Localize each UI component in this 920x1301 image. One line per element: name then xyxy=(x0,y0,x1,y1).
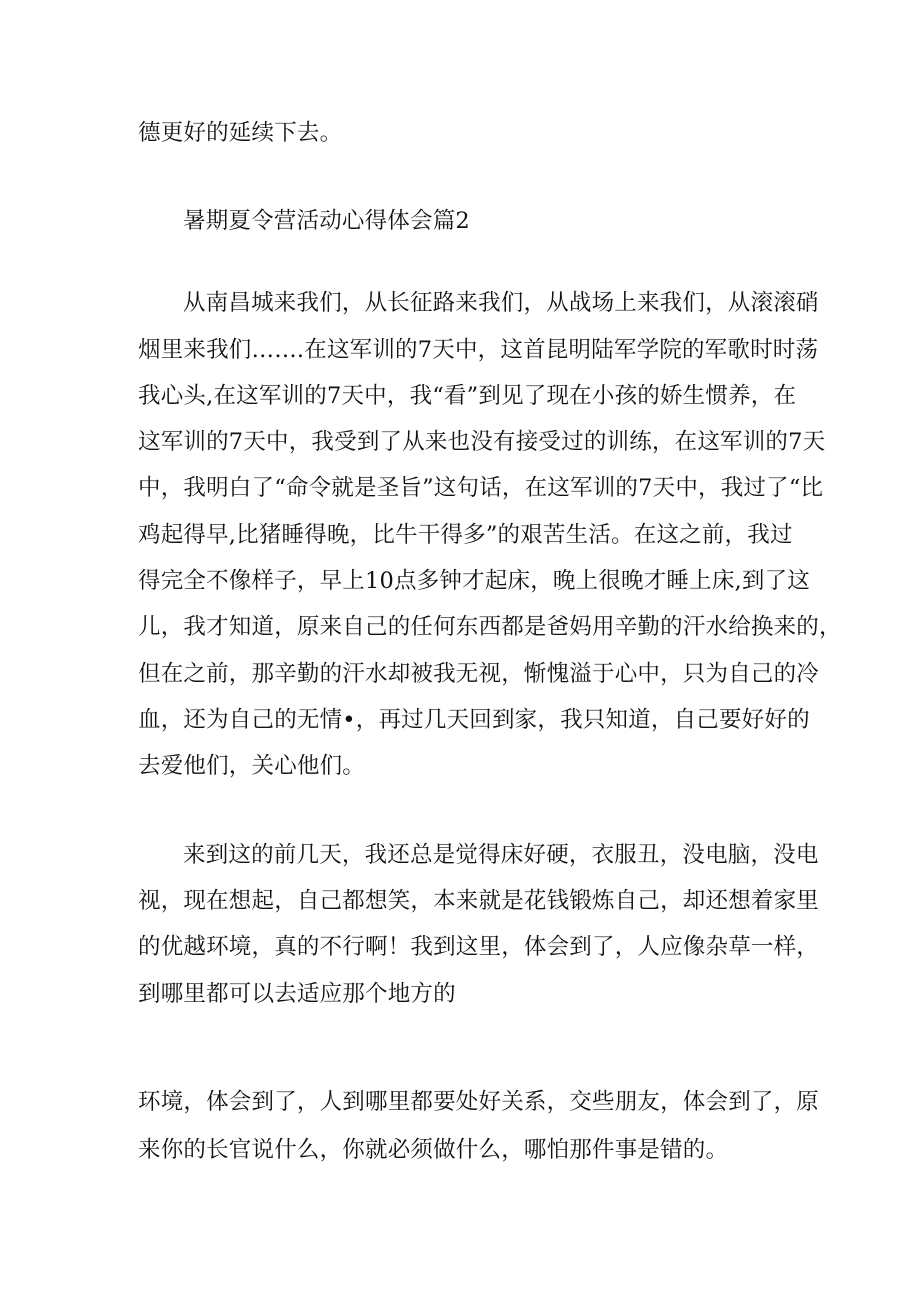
paragraph-line: 中，我明白了“命令就是圣旨”这句话，在这军训的7天中，我过了“比 xyxy=(138,475,824,501)
paragraph-line: 来到这的前几天，我还总是觉得床好硬，衣服丑，没电脑，没电 xyxy=(183,842,819,868)
paragraph-line: 从南昌城来我们，从长征路来我们，从战场上来我们，从滚滚硝 xyxy=(183,290,819,316)
paragraph-line: 这军训的7天中，我受到了从来也没有接受过的训练，在这军训的7天 xyxy=(138,429,826,455)
paragraph-line: 的优越环境，真的不行啊！我到这里，体会到了，人应像杂草一样， xyxy=(138,934,820,960)
paragraph-line: 得完全不像样子，早上10点多钟才起床，晚上很晚才睡上床,到了这 xyxy=(138,568,810,594)
paragraph-line: 儿，我才知道，原来自己的任何东西都是爸妈用辛勤的汗水给换来的， xyxy=(138,614,842,640)
paragraph-line: 到哪里都可以去适应那个地方的 xyxy=(138,981,456,1007)
paragraph-line: 去爱他们，关心他们。 xyxy=(138,753,366,779)
paragraph-line: 视，现在想起，自己都想笑，本来就是花钱锻炼自己，却还想着家里 xyxy=(138,888,820,914)
paragraph-line: 但在之前，那辛勤的汗水却被我无视，惭愧溢于心中，只为自己的冷 xyxy=(138,661,820,687)
paragraph-line: 血，还为自己的无情•，再过几天回到家，我只知道，自己要好好的 xyxy=(138,707,810,733)
paragraph-line: 来你的长官说什么，你就必须做什么，哪怕那件事是错的。 xyxy=(138,1137,729,1163)
paragraph-line: 鸡起得早,比猪睡得晚，比牛干得多”的艰苦生活。在这之前，我过 xyxy=(138,522,793,548)
section-heading: 暑期夏令营活动心得体会篇2 xyxy=(183,208,470,234)
paragraph-line: 环境，体会到了，人到哪里都要处好关系，交些朋友，体会到了，原 xyxy=(138,1089,820,1115)
paragraph-line: 烟里来我们…….在这军训的7天中，这首昆明陆军学院的军歌时时荡 xyxy=(138,337,819,363)
paragraph-line: 我心头,在这军训的7天中，我“看”到见了现在小孩的娇生惯养，在 xyxy=(138,383,797,409)
text-line: 德更好的延续下去。 xyxy=(138,120,343,146)
